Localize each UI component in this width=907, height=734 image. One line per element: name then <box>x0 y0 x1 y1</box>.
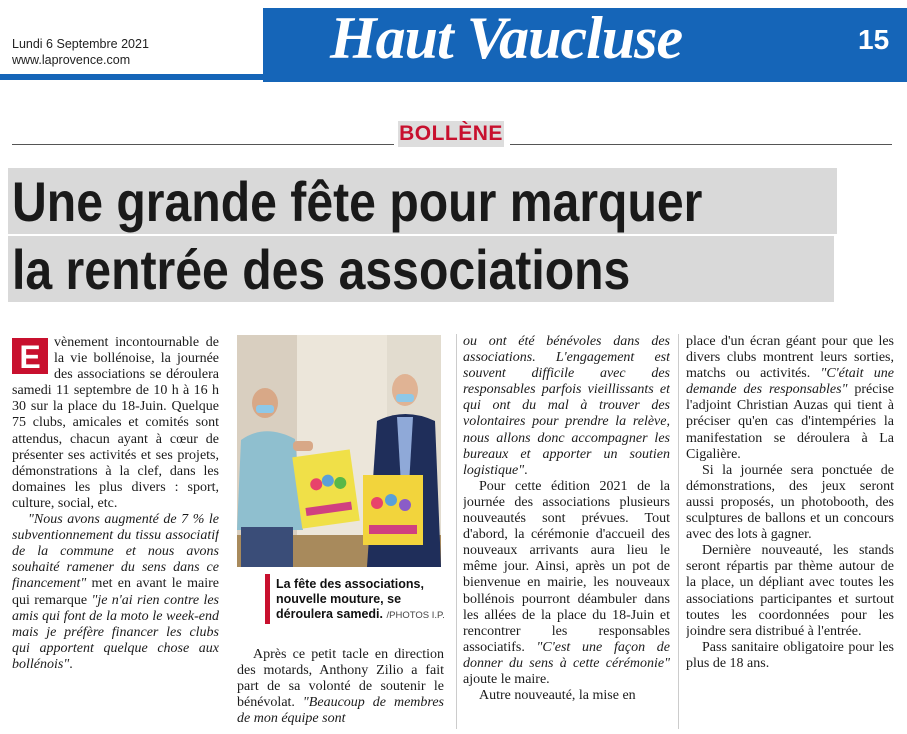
paragraph: Pass sanitaire obligatoire pour les plus de 18 ans. <box>686 639 894 671</box>
headline-line-1: Une grande fête pour marquer <box>12 170 703 233</box>
header-rule <box>0 74 263 80</box>
article-column-4: place d'un écran géant pour que les divers clubs montrent leurs sorties, matchs ou activités. "C'était une demande des responsables" précise l'adjoint Christian Auzas qui tient à préciser qu'en cas d'intempéries la manifestation se déroulera à La Cigalière. Si la journée sera ponctuée de démonstrations, des jeux seront aussi proposés, un photobooth, des sculptures de ballons et un concours avec des lots à gagner. Dernière nouveauté, les stands seront répartis par thème autour de la place, un dépliant avec toutes les associations participantes et surtout toutes les coordonnées pour les joindre sera distribué à l'entrée. Pass sanitaire obligatoire pour les plus de 18 ans. <box>686 334 894 671</box>
website-url: www.laprovence.com <box>12 53 131 67</box>
article-column-3: ou ont été bénévoles dans des associations. L'engagement est souvent difficile avec des responsables parfois vieillissants et qui ont du mal à trouver des volontaires pour prendre la relève, nous allons donc accompagner les bureaux et apporter un soutien logistique". Pour cette édition 2021 de la journée des associations plusieurs nouveautés sont prévues. Tout d'abord, la cérémonie d'accueil des nouveaux arrivants aura lieu le même jour. Ainsi, après un pot de bienvenue en mairie, les nouveaux bollénois pourront déambuler dans les allées de la place du 18-Juin et rencontrer les responsables associatifs. "C'est une façon de donner du sens à cette cérémonie" ajoute le maire. Autre nouveauté, la mise en <box>463 334 670 704</box>
drop-cap: E <box>12 338 48 374</box>
photo-illustration <box>237 335 441 567</box>
issue-date: Lundi 6 Septembre 2021 <box>12 37 149 51</box>
page-number: 15 <box>858 24 890 55</box>
paragraph: Après ce petit tacle en direction des motards, Anthony Zilio a fait part de sa volonté de soutenir le bénévolat. <box>237 647 444 711</box>
headline-line-2: la rentrée des associations <box>12 238 631 301</box>
article-column-1: E vènement incontournable de la vie bollénoise, la journée des associations se déroulera samedi 11 septembre de 10 h à 16 h 30 sur la place du 18-Juin. Quelque 75 clubs, amicales et comités sont attendus, chacun ayant à cœur de présenter ses activités et ses projets, démonstrations à la clef, dans les domaines les plus divers : sport, culture, social, etc. "Nous avons augmenté de 7 % le subventionnement du tissu associatif de la commune et nous avons souhaité ramener du sens dans ce financement" met en avant le maire qui remarque "je n'ai rien contre les amis qui font de la moto le week-end mais je préfère financer les clubs qui apportent quelque chose aux bollénois". <box>12 335 219 672</box>
quote: "C'est une façon de donner du sens à cette cérémonie" <box>463 639 670 671</box>
caption-accent-bar <box>265 574 270 624</box>
photo-caption <box>276 577 446 623</box>
column-divider <box>456 334 457 729</box>
column-divider <box>678 334 679 729</box>
quote: "C'était une demande des responsables" <box>686 366 894 398</box>
section-title: Haut Vaucluse <box>330 5 683 71</box>
paragraph: Pour cette édition 2021 de la journée des associations plusieurs nouveautés sont prévues. Tout d'abord, la cérémonie d'accueil des nouveaux arrivants aura lieu le même jour. Ainsi, après un pot de bienvenue en mairie, les nouveaux bollénois pourront déambuler dans les allées de la place du 18-Juin et rencontrer les responsables associatifs. <box>463 478 670 655</box>
quote: "Nous avons augmenté de 7 % le subventionnement du tissu associatif de la commune et nous avons souhaité ramener du sens dans ce financement" <box>12 512 219 592</box>
caption-text: La fête des associations, nouvelle mouture, se déroulera samedi. <box>276 577 424 621</box>
photo-credit: /PHOTOS I.P. <box>386 610 445 621</box>
article-kicker: BOLLÈNE <box>399 122 503 145</box>
quote: "je n'ai rien contre les amis qui font de la moto le week-end mais je préfère financer les clubs qui apportent quelque chose aux bollénois" <box>12 592 219 672</box>
article-photo <box>237 335 441 567</box>
article-column-2 <box>237 647 444 729</box>
quote: ou ont été bénévoles dans des associations. L'engagement est souvent difficile avec des responsables parfois vieillissants et qui ont du mal à trouver des volontaires pour prendre la relève, nous allons donc accompagner les bureaux et apporter un soutien logistique" <box>463 334 670 478</box>
quote: "Beaucoup de membres de mon équipe sont <box>237 695 444 727</box>
kicker-rule-right <box>510 144 892 145</box>
paragraph: place d'un écran géant pour que les divers clubs montrent leurs sorties, matchs ou activités. <box>686 334 894 382</box>
paragraph: Autre nouveauté, la mise en <box>479 688 636 704</box>
paragraph: vènement incontournable de la vie bollénoise, la journée des associations se déroulera samedi 11 septembre de 10 h à 16 h 30 sur la place du 18-Juin. Quelque 75 clubs, amicales et comités sont attendus, chacun ayant à cœur de présenter ses activités et ses projets, démonstrations à la clef, dans les domaines les plus divers : sport, culture, social, etc. <box>12 335 219 511</box>
paragraph: Si la journée sera ponctuée de démonstrations, des jeux seront aussi proposés, un photobooth, des sculptures de ballons et un concours avec des lots à gagner. <box>686 462 894 543</box>
kicker-rule-left <box>12 144 394 145</box>
paragraph: Dernière nouveauté, les stands seront répartis par thème autour de la place, un dépliant avec toutes les associations participantes et surtout toutes les coordonnées pour les joindre sera distribué à l'entrée. <box>686 543 894 639</box>
